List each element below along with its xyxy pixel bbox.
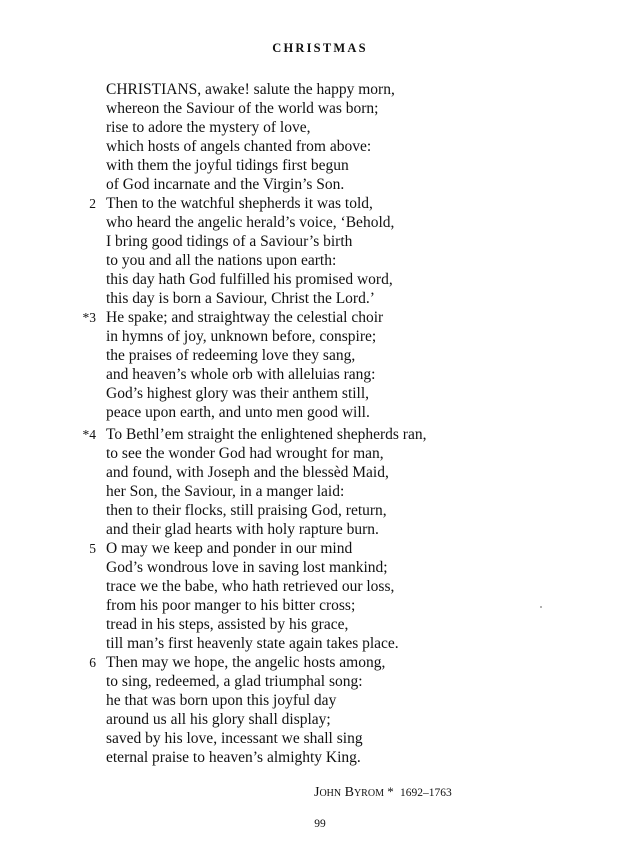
attribution-marker: * — [387, 784, 394, 799]
verse-line: He spake; and straightway the celestial choir — [106, 309, 384, 326]
verse-line: with them the joyful tidings first begun — [106, 157, 349, 174]
verse-2 — [89, 194, 546, 308]
verse-line: I bring good tidings of a Saviour’s birth — [106, 233, 353, 250]
verse-number: 6 — [89, 655, 96, 670]
stray-mark — [540, 606, 542, 608]
verse-line: this day hath God fulfilled his promised word, — [106, 271, 393, 288]
author-dates: 1692–1763 — [399, 787, 452, 799]
verse-line: Then to the watchful shepherds it was told, — [106, 195, 373, 212]
verse-line: and their glad hearts with holy rapture burn. — [106, 521, 379, 538]
verse-line: and heaven’s whole orb with alleluias rang: — [106, 366, 376, 383]
verse-3 — [82, 308, 546, 422]
verse-line: peace upon earth, and unto men good will. — [106, 404, 370, 421]
verse-line: the praises of redeeming love they sang, — [106, 347, 356, 364]
verse-number: 2 — [89, 196, 96, 211]
verse-number: *3 — [82, 310, 96, 325]
verse-line: around us all his glory shall display; — [106, 711, 331, 728]
verse-line: O may we keep and ponder in our mind — [106, 540, 353, 557]
verse-line: till man’s first heavenly state again takes place. — [106, 635, 399, 652]
verse-line: this day is born a Saviour, Christ the Lord.’ — [106, 290, 375, 307]
verse-line: saved by his love, incessant we shall sing — [106, 730, 363, 747]
verse-line: who heard the angelic herald’s voice, ‘Behold, — [106, 214, 395, 231]
verse-line: then to their flocks, still praising God, return, — [106, 502, 387, 519]
verse-1 — [106, 80, 546, 194]
verse-line: tread in his steps, assisted by his grace, — [106, 616, 349, 633]
verse-line: To Bethl’em straight the enlightened shepherds ran, — [106, 426, 427, 443]
verse-line: from his poor manger to his bitter cross; — [106, 597, 356, 614]
verse-number: *4 — [82, 427, 96, 442]
verse-line: in hymns of joy, unknown before, conspire; — [106, 328, 377, 345]
verse-line: Then may we hope, the angelic hosts among, — [106, 654, 386, 671]
verse-line: which hosts of angels chanted from above: — [106, 138, 372, 155]
verse-line: to sing, redeemed, a glad triumphal song: — [106, 673, 363, 690]
verse-line: God’s wondrous love in saving lost mankind; — [106, 559, 388, 576]
verse-line: and found, with Joseph and the blessèd Maid, — [106, 464, 389, 481]
verse-line: her Son, the Saviour, in a manger laid: — [106, 483, 345, 500]
section-title: CHRISTMAS — [272, 41, 368, 55]
verse-6 — [89, 653, 546, 767]
author-name: John Byrom — [314, 785, 384, 800]
verse-line: CHRISTIANS, awake! salute the happy morn, — [106, 81, 395, 98]
verse-line: trace we the babe, who hath retrieved our loss, — [106, 578, 395, 595]
verse-line: of God incarnate and the Virgin’s Son. — [106, 176, 345, 193]
verse-line: he that was born upon this joyful day — [106, 692, 337, 709]
page-number: 99 — [314, 818, 326, 830]
verse-5 — [89, 539, 546, 653]
verse-line: to you and all the nations upon earth: — [106, 252, 337, 269]
verse-4 — [82, 425, 546, 539]
attribution — [314, 784, 452, 801]
verse-line: eternal praise to heaven’s almighty King. — [106, 749, 361, 766]
verse-line: rise to adore the mystery of love, — [106, 119, 311, 136]
verse-number: 5 — [89, 541, 96, 556]
verse-line: whereon the Saviour of the world was born; — [106, 100, 379, 117]
verse-line: to see the wonder God had wrought for man, — [106, 445, 384, 462]
verse-line: God’s highest glory was their anthem still, — [106, 385, 370, 402]
